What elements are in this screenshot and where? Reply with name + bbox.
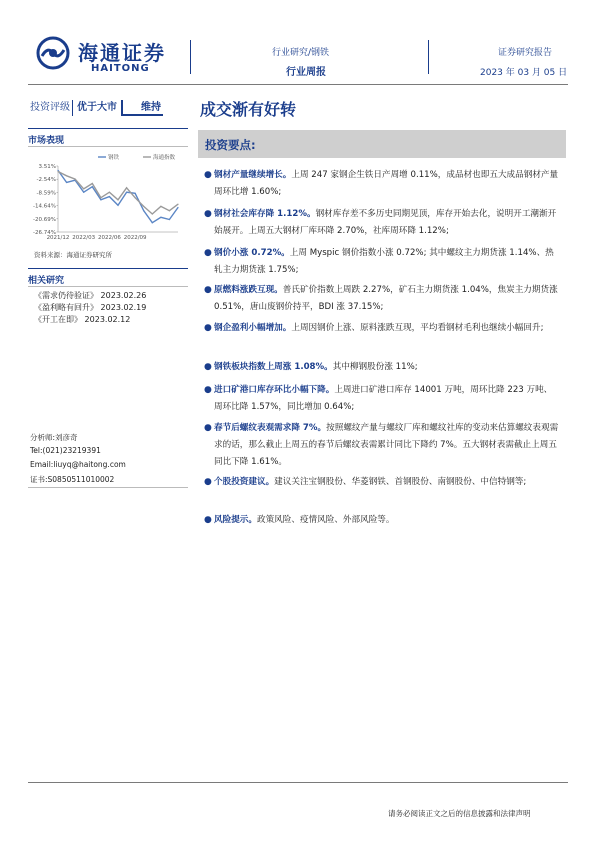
key-point-text: 上周因钢价上涨、原料涨跌互现，平均看钢材毛利也继续小幅回升;: [291, 323, 544, 333]
y-tick-label: -8.59%: [36, 190, 56, 197]
key-point-text: 上周进口矿港口库存 14001 万吨，周环比降 223 万吨、周环比降 1.57%，同比增加 0.64%;: [214, 385, 553, 412]
key-point-item: [204, 512, 560, 529]
data-point: [75, 179, 76, 180]
related-item-date: 2023.02.26: [100, 291, 147, 300]
rating-divider: [121, 100, 131, 116]
analyst-certificate: 证书:S0850511010002: [30, 475, 115, 484]
rating-value: 优于大市: [72, 100, 121, 116]
logo-chinese-name: 海通证券: [78, 41, 166, 65]
data-point: [177, 207, 178, 208]
data-point: [109, 196, 110, 197]
key-point-item: [204, 359, 560, 376]
report-date: 2023 年 03 月 05 日: [480, 68, 568, 78]
key-point-item: [204, 245, 560, 279]
data-point: [109, 192, 110, 193]
x-tick-label: 2022/09: [123, 235, 147, 241]
data-point: [92, 183, 93, 184]
related-item-date: 2023.02.19: [100, 303, 147, 312]
data-point: [57, 171, 58, 172]
data-point: [152, 222, 153, 223]
key-point-heading: 钢材社会库存降 1.12%。: [214, 209, 316, 219]
key-point-item: [204, 420, 560, 471]
key-point-heading: 钢铁板块指数上周涨 1.08%。: [214, 362, 333, 372]
related-item[interactable]: [34, 302, 146, 313]
data-point: [66, 175, 67, 176]
bullet-icon: ●: [204, 170, 212, 180]
bullet-icon: ●: [204, 209, 212, 219]
related-item[interactable]: [34, 290, 146, 301]
y-tick-label: -26.74%: [33, 230, 56, 236]
analyst-tel: Tel:(021)23219391: [30, 446, 101, 455]
rating-action: 维持: [131, 100, 163, 116]
market-rule: [28, 146, 188, 147]
series-line-1: [58, 172, 178, 215]
market-performance-chart: [28, 150, 190, 250]
key-point-item: [204, 320, 560, 337]
logo-english-name: HAITONG: [91, 63, 150, 74]
data-point: [177, 204, 178, 205]
footer-disclaimer: 请务必阅读正文之后的信息披露和法律声明: [388, 809, 531, 818]
x-tick-label: 2022/06: [97, 235, 121, 241]
series-line-0: [58, 170, 178, 222]
bullet-icon: ●: [204, 362, 212, 372]
key-point-heading: 春节后螺纹表观需求降 7%。: [214, 423, 327, 433]
analyst-rule: [28, 487, 188, 488]
key-point-text: 政策风险、疫情风险、外部风险等。: [256, 515, 395, 525]
key-point-heading: 个股投资建议。: [214, 477, 275, 487]
bullet-icon: ●: [204, 477, 212, 487]
key-point-text: 建议关注宝钢股份、华菱钢铁、首钢股份、南钢股份、中信特钢等;: [274, 477, 527, 487]
data-point: [100, 199, 101, 200]
related-item-title: 《需求仍待验证》: [34, 291, 98, 300]
key-point-heading: 钢价小涨 0.72%。: [214, 248, 290, 258]
chart-source: 资料来源：海通证券研究所: [34, 251, 112, 259]
investment-rating: [28, 100, 163, 116]
key-point-item: [204, 282, 560, 316]
bullet-icon: ●: [204, 285, 212, 295]
x-tick-label: 2022/03: [72, 235, 96, 241]
related-item-date: 2023.02.12: [84, 315, 131, 324]
y-tick-label: 3.51%: [38, 164, 56, 170]
related-item-title: 《开工在即》: [34, 315, 82, 324]
data-point: [152, 213, 153, 214]
report-type: 行业周报: [286, 67, 326, 78]
key-point-text: 其中柳钢股份涨 11%;: [332, 362, 418, 372]
analyst-email[interactable]: Email:liuyq@haitong.com: [30, 460, 126, 469]
bullet-icon: ●: [204, 323, 212, 333]
data-point: [135, 197, 136, 198]
related-item[interactable]: [34, 314, 130, 325]
data-point: [169, 219, 170, 220]
key-point-heading: 钢材产量继续增长。: [214, 170, 292, 180]
data-point: [169, 210, 170, 211]
data-point: [126, 192, 127, 193]
data-point: [57, 170, 58, 171]
key-point-item: [204, 474, 560, 491]
legend-label: 海通指数: [153, 155, 176, 161]
rating-label: 投资评级: [30, 102, 70, 113]
data-point: [126, 187, 127, 188]
y-tick-label: -14.64%: [33, 203, 56, 210]
key-point-item: [204, 167, 560, 201]
key-points-title: 投资要点:: [205, 138, 256, 152]
bullet-icon: ●: [204, 385, 212, 395]
bullet-icon: ●: [204, 248, 212, 258]
data-point: [66, 182, 67, 183]
header-divider-right: [428, 40, 429, 74]
key-point-item: [204, 382, 560, 416]
data-point: [143, 206, 144, 207]
legend-label: 钢铁: [108, 155, 120, 161]
related-section-title: 相关研究: [28, 276, 65, 286]
header-divider: [190, 40, 191, 74]
y-tick-label: -2.54%: [36, 177, 56, 184]
data-point: [83, 188, 84, 189]
haitong-logo-icon: [36, 36, 70, 70]
key-point-item: [204, 206, 560, 240]
data-point: [143, 210, 144, 211]
key-point-text: 普氏矿价指数上周跌 2.27%，矿石主力期货涨 1.04%，焦炭主力期货涨 0.51%，唐山废钢价持平，BDI 涨 37.15%;: [214, 285, 558, 312]
key-point-heading: 钢企盈利小幅增加。: [214, 323, 292, 333]
industry-label: 行业研究/钢铁: [272, 48, 330, 58]
key-point-text: 上周 Myspic 钢价指数小涨 0.72%; 其中螺纹主力期货涨 1.14%、热轧主力期货涨 1.75%;: [214, 248, 554, 275]
data-point: [117, 199, 118, 200]
data-point: [160, 206, 161, 207]
key-point-text: 上周 247 家钢企生铁日产周增 0.11%，成品材也即五大成品钢材产量周环比增 1.60%;: [214, 170, 559, 197]
report-title: 成交渐有好转: [200, 100, 297, 119]
key-point-text: 钢材库存差不多历史同期见顶，库存开始去化，说明开工潮渐开始展开。上周五大钢材厂库环降 2.70%，社库周环降 1.12%;: [214, 209, 557, 236]
key-point-heading: 原燃料涨跌互现。: [214, 285, 283, 295]
y-tick-label: -20.69%: [33, 216, 56, 223]
data-point: [100, 197, 101, 198]
bullet-icon: ●: [204, 515, 212, 525]
related-item-title: 《盈利略有回升》: [34, 303, 98, 312]
data-point: [92, 186, 93, 187]
left-rule: [28, 128, 188, 129]
data-point: [83, 192, 84, 193]
data-point: [117, 205, 118, 206]
key-point-heading: 风险提示。: [214, 515, 257, 525]
key-point-text: 按照螺纹产量与螺纹厂库和螺纹社库的变动来估算螺纹表观需求的话，那么截止上周五的春节后螺纹表需累计同比下降约 7%。五大钢材表需截止上周五同比下降 1.61%。: [214, 423, 559, 467]
report-series: 证券研究报告: [498, 48, 553, 58]
header-rule: [28, 84, 568, 85]
related-rule: [28, 268, 188, 269]
footer-rule: [28, 782, 568, 783]
bullet-icon: ●: [204, 423, 212, 433]
x-tick-label: 2021/12: [46, 235, 70, 241]
data-point: [160, 217, 161, 218]
related-rule-bottom: [28, 286, 188, 287]
analyst-name: 分析师:刘彦奇: [30, 433, 78, 442]
data-point: [135, 193, 136, 194]
key-point-heading: 进口矿港口库存环比小幅下降。: [214, 385, 335, 395]
market-section-title: 市场表现: [28, 136, 65, 146]
